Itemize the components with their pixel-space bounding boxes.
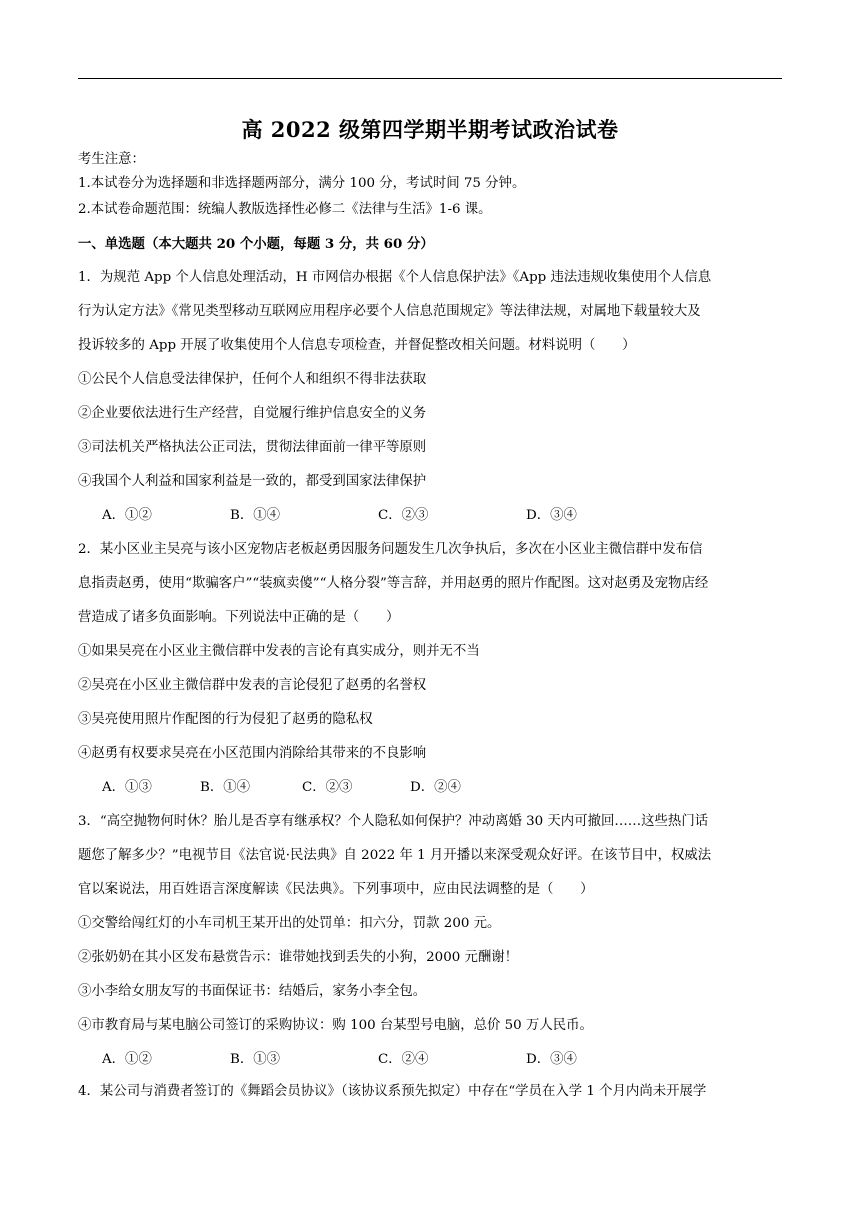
option-d: D．②④ — [410, 780, 461, 795]
question-statement: ③司法机关严格执法公正司法，贯彻法律面前一律平等原则 — [78, 440, 427, 455]
question-stem-line: 1．为规范 App 个人信息处理活动，H 市网信办根据《个人信息保护法》《App 违法违规收集使用个人信息 — [78, 270, 712, 285]
notice-heading: 考生注意： — [78, 152, 145, 167]
question-stem-line: 行为认定方法》《常见类型移动互联网应用程序必要个人信息范围规定》等法律法规，对属地下载量较大及 — [78, 304, 701, 319]
question-stem-line: 题您了解多少？”电视节目《法官说·民法典》自 2022 年 1 月开播以来深受观众好评。在该节目中，权威法 — [78, 848, 712, 863]
section-heading: 一、单选题（本大题共 20 个小题，每题 3 分，共 60 分） — [78, 236, 434, 252]
question-statement: ④市教育局与某电脑公司签订的采购协议：购 100 台某型号电脑，总价 50 万人民币。 — [78, 1018, 593, 1033]
question-stem-line: 4．某公司与消费者签订的《舞蹈会员协议》（该协议系预先拟定）中存在“学员在入学 1 个月内尚未开展学 — [78, 1084, 707, 1099]
option-c: C．②③ — [378, 508, 429, 523]
option-c: C．②③ — [302, 780, 353, 795]
option-b: B．①④ — [200, 780, 251, 795]
notice-item: 2.本试卷命题范围：统编人教版选择性必修二《法律与生活》1-6 课。 — [78, 202, 492, 217]
question-stem-line: 2．某小区业主吴亮与该小区宠物店老板赵勇因服务问题发生几次争执后，多次在小区业主微信群中发布信 — [78, 542, 703, 557]
question-statement: ③吴亮使用照片作配图的行为侵犯了赵勇的隐私权 — [78, 712, 373, 727]
question-statement: ③小李给女朋友写的书面保证书：结婚后，家务小李全包。 — [78, 984, 427, 999]
option-b: B．①③ — [230, 1052, 281, 1067]
question-statement: ②张奶奶在其小区发布悬赏告示：谁带她找到丢失的小狗，2000 元酬谢！ — [78, 950, 519, 965]
option-d: D．③④ — [526, 508, 577, 523]
question-statement: ②企业要依法进行生产经营，自觉履行维护信息安全的义务 — [78, 406, 427, 421]
question-statement: ②吴亮在小区业主微信群中发表的言论侵犯了赵勇的名誉权 — [78, 678, 427, 693]
question-stem-line: 营造成了诸多负面影响。下列说法中正确的是（ ） — [78, 610, 400, 625]
option-c: C．②④ — [378, 1052, 429, 1067]
question-statement: ①交警给闯红灯的小车司机王某开出的处罚单：扣六分，罚款 200 元。 — [78, 916, 501, 931]
question-stem-line: 息指责赵勇，使用“欺骗客户”“装疯卖傻”“人格分裂”等言辞，并用赵勇的照片作配图。这对赵勇及宠物店经 — [78, 576, 709, 591]
question-stem-line: 投诉较多的 App 开展了收集使用个人信息专项检查，并督促整改相关问题。材料说明（ ） — [78, 338, 636, 353]
question-statement: ①如果吴亮在小区业主微信群中发表的言论有真实成分，则并无不当 — [78, 644, 480, 659]
question-stem-line: 官以案说法，用百姓语言深度解读《民法典》。下列事项中，应由民法调整的是（ ） — [78, 882, 594, 897]
option-a: A．①② — [102, 1052, 152, 1067]
notice-item: 1.本试卷分为选择题和非选择题两部分，满分 100 分，考试时间 75 分钟。 — [78, 176, 526, 191]
option-a: A．①③ — [102, 780, 152, 795]
option-d: D．③④ — [526, 1052, 577, 1067]
question-stem-line: 3．“高空抛物何时休？胎儿是否享有继承权？个人隐私如何保护？冲动离婚 30 天内可撤回……这些热门话 — [78, 814, 709, 829]
header-rule — [78, 78, 782, 79]
option-b: B．①④ — [230, 508, 281, 523]
question-statement: ④我国个人利益和国家利益是一致的，都受到国家法律保护 — [78, 474, 427, 489]
question-statement: ④赵勇有权要求吴亮在小区范围内消除给其带来的不良影响 — [78, 746, 427, 761]
exam-title: 高 2022 级第四学期半期考试政治试卷 — [241, 117, 619, 142]
option-a: A．①② — [102, 508, 152, 523]
question-statement: ①公民个人信息受法律保护，任何个人和组织不得非法获取 — [78, 372, 427, 387]
